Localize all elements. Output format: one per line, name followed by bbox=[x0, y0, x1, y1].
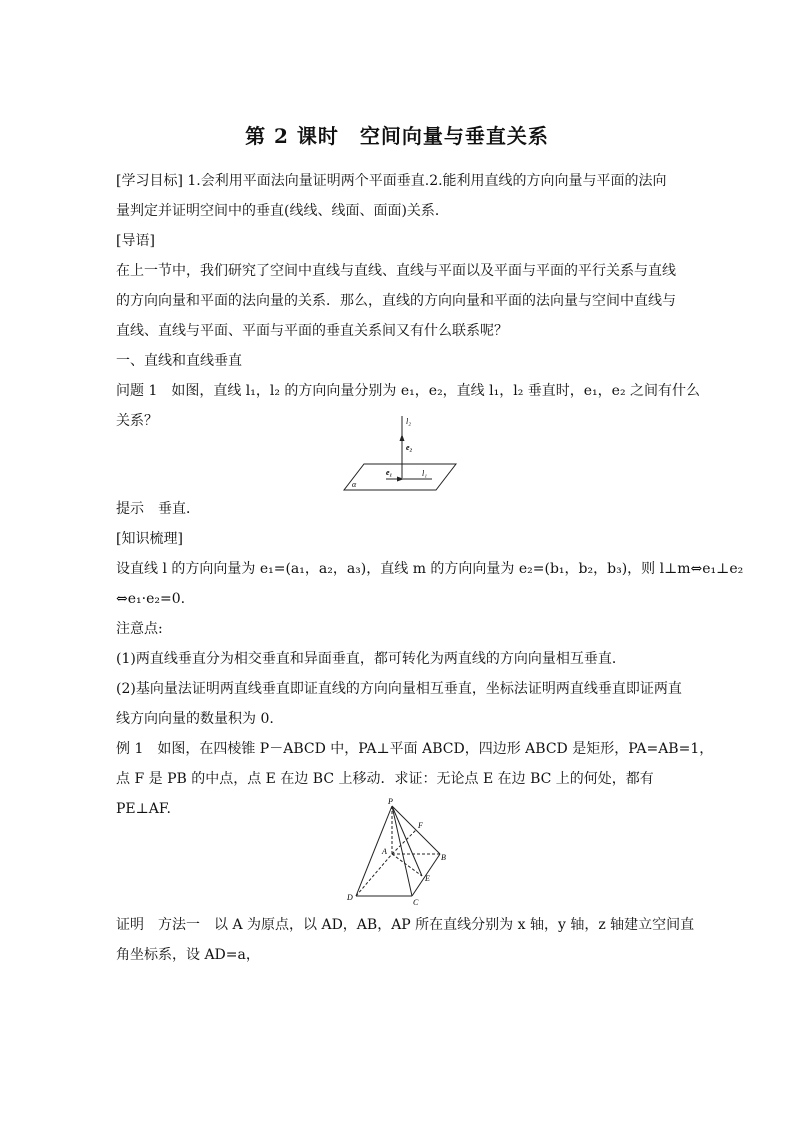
page-title: 第 2 课时 空间向量与垂直关系 bbox=[245, 124, 549, 148]
example-1-line-1: 例 1 如图，在四棱锥 P－ABCD 中，PA⊥平面 ABCD，四边形 ABCD 是矩形，PA=AB=1， bbox=[116, 741, 714, 757]
label-e2: e₂ bbox=[406, 443, 413, 452]
note-label: 注意点: bbox=[116, 621, 163, 637]
knowledge-section bbox=[116, 494, 744, 824]
label-l2: l₂ bbox=[406, 417, 412, 426]
section-heading: 一、直线和直线垂直 bbox=[116, 353, 242, 369]
plane-alpha-shape bbox=[344, 464, 456, 490]
vector-e2-arrow bbox=[400, 434, 405, 441]
goals-label: [学习目标] bbox=[116, 173, 183, 189]
edge-PC bbox=[392, 806, 412, 896]
label-A: A bbox=[382, 847, 387, 856]
proof-section bbox=[116, 910, 695, 970]
note-1: (1)两直线垂直分为相交垂直和异面垂直，都可转化为两直线的方向向量相互垂直． bbox=[116, 651, 626, 667]
intro-line-3: 直线、直线与平面、平面与平面的垂直关系间又有什么联系呢？ bbox=[116, 323, 508, 339]
knowledge-label: [知识梳理] bbox=[116, 531, 183, 547]
intro-label: [导语] bbox=[116, 233, 155, 249]
segment-PE bbox=[392, 806, 422, 876]
example-1-line-3: PE⊥AF. bbox=[116, 801, 171, 817]
label-P: P bbox=[388, 797, 393, 806]
label-e1: e₁ bbox=[386, 468, 393, 477]
intro-line-1: 在上一节中，我们研究了空间中直线与直线、直线与平面以及平面与平面的平行关系与直线 bbox=[116, 263, 676, 279]
question-1-line-2: 关系？ bbox=[116, 413, 158, 429]
label-F: F bbox=[418, 821, 423, 830]
edge-DA bbox=[356, 854, 392, 896]
pyramid-figure bbox=[342, 796, 454, 906]
label-E: E bbox=[425, 874, 430, 883]
label-C: C bbox=[413, 898, 419, 906]
knowledge-line-1: 设直线 l 的方向向量为 e₁=(a₁，a₂，a₃)，直线 m 的方向向量为 e₂=(b₁，b₂，b₃)，则 l⊥m⇔e₁⊥e₂ bbox=[116, 561, 744, 577]
perpendicular-lines-figure bbox=[340, 412, 460, 494]
goals-text-1: 1.会利用平面法向量证明两个平面垂直.2.能利用直线的方向向量与平面的法向 bbox=[187, 173, 667, 189]
label-alpha: α bbox=[352, 480, 357, 489]
label-l1: l₁ bbox=[422, 469, 428, 478]
knowledge-line-2: ⇔e₁·e₂=0. bbox=[116, 591, 186, 607]
note-2-line-2: 线方向向量的数量积为 0. bbox=[116, 711, 274, 727]
goals-text-2: 量判定并证明空间中的垂直(线线、线面、面面)关系． bbox=[116, 203, 449, 219]
hint-text: 提示 垂直． bbox=[116, 501, 200, 517]
proof-line-2: 角坐标系，设 AD=a， bbox=[116, 947, 260, 963]
vector-e1-arrow bbox=[397, 477, 404, 482]
label-D: D bbox=[347, 893, 353, 902]
proof-line-1: 证明 方法一 以 A 为原点，以 AD，AB，AP 所在直线分别为 x 轴，y 轴，z 轴建立空间直 bbox=[116, 917, 695, 933]
example-1-line-2: 点 F 是 PB 的中点，点 E 在边 BC 上移动．求证：无论点 E 在边 BC 上的何处，都有 bbox=[116, 771, 654, 787]
question-1-line-1: 问题 1 如图，直线 l₁，l₂ 的方向向量分别为 e₁，e₂，直线 l₁，l₂ 垂直时，e₁，e₂ 之间有什么 bbox=[116, 383, 701, 399]
intro-line-2: 的方向向量和平面的法向量的关系．那么，直线的方向向量和平面的法向量与空间中直线与 bbox=[116, 293, 676, 309]
learning-goals bbox=[116, 166, 701, 436]
note-2-line-1: (2)基向量法证明两直线垂直即证直线的方向向量相互垂直，坐标法证明两直线垂直即证两直 bbox=[116, 681, 682, 697]
label-B: B bbox=[441, 853, 446, 862]
